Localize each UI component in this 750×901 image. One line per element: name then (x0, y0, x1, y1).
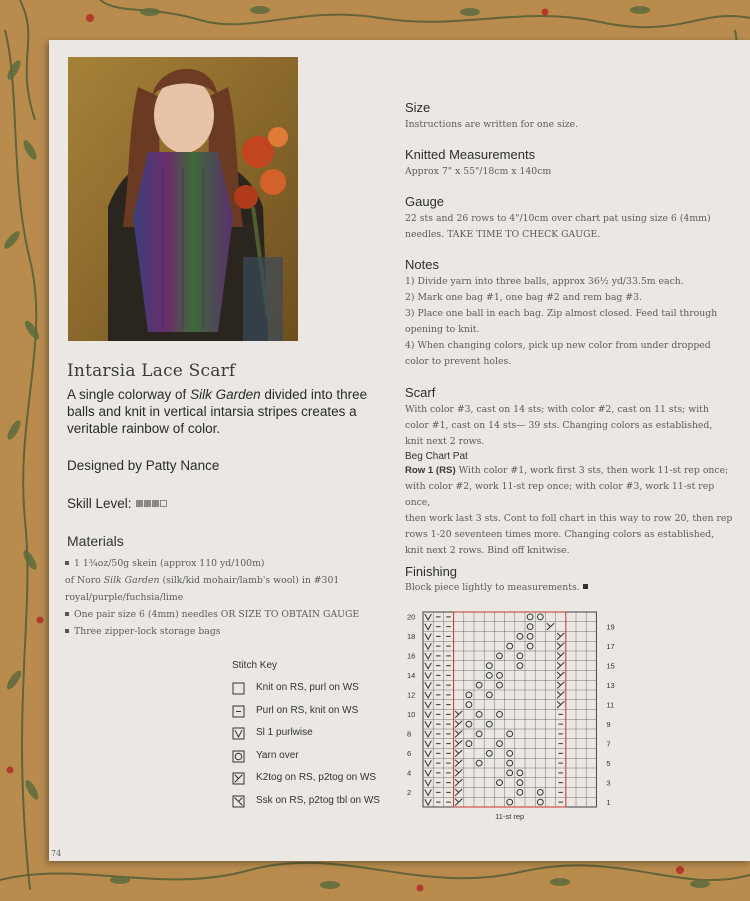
chart-row-number: 4 (407, 768, 412, 778)
materials-bags-item (65, 623, 385, 640)
scarf-p1: With color #3, cast on 14 sts; with color #2, cast on 11 sts; with (405, 404, 709, 415)
chart-row-number: 11 (606, 700, 615, 710)
scarf-r3: then work last 3 sts. Cont to foll chart in this way to row 20, then rep (405, 513, 733, 524)
scarf-p3: knit next 2 rows. (405, 436, 485, 447)
bullet-icon (65, 629, 69, 633)
beg-chart-heading: Beg Chart Pat (405, 451, 468, 462)
blank-symbol-icon (232, 682, 246, 696)
repeat-label: 11-st rep (495, 812, 525, 821)
knitting-chart (401, 610, 691, 850)
chart-row (425, 789, 563, 796)
bullet-icon (65, 612, 69, 616)
note-3b: opening to knit. (405, 324, 480, 335)
scarf-section (405, 385, 735, 559)
chart-row-number: 7 (606, 739, 611, 749)
chart-row-number: 10 (407, 710, 416, 720)
stitch-key-label: Ssk on RS, p2tog tbl on WS (256, 795, 380, 806)
pattern-title: Intarsia Lace Scarf (67, 361, 236, 381)
finishing-section (405, 564, 735, 596)
chart-row-number: 9 (606, 719, 611, 729)
chart-row-number: 19 (606, 622, 615, 632)
notes-section (405, 257, 735, 370)
chart-row-number: 16 (407, 651, 416, 661)
materials-needles-item (65, 606, 385, 623)
scarf-heading: Scarf (405, 385, 436, 400)
ssk-symbol-icon (232, 795, 246, 809)
row1-text: With color #1, work first 3 sts, then work 11-st rep once; (455, 465, 729, 476)
measurements-heading: Knitted Measurements (405, 147, 536, 162)
skill-level-indicator (135, 496, 167, 511)
skill-square-icon (152, 500, 159, 507)
chart-row (425, 721, 563, 728)
materials-heading: Materials (67, 533, 124, 549)
row1-line (405, 463, 735, 479)
skill-level-label: Skill Level: (67, 496, 132, 511)
note-4b: color to prevent holes. (405, 356, 512, 367)
finishing-heading: Finishing (405, 564, 458, 579)
chart-row (425, 769, 563, 776)
finishing-text (405, 580, 735, 596)
pattern-page (49, 40, 750, 861)
chart-row (425, 711, 563, 718)
note-2: 2) Mark one bag #1, one bag #2 and rem bag #3. (405, 292, 642, 303)
yarn-line-2c: (silk/kid mohair/lamb's wool) in #301 (159, 575, 340, 586)
stitch-key-title: Stitch Key (232, 660, 278, 671)
designer-credit: Designed by Patty Nance (67, 458, 220, 473)
chart-row-number: 5 (606, 758, 611, 768)
chart-row-number: 2 (407, 788, 412, 798)
chart-row-number: 3 (606, 778, 611, 788)
scarf-p2: color #1, cast on 14 sts— 39 sts. Changing colors as established, (405, 420, 713, 431)
chart-row (425, 730, 563, 737)
model-photo (68, 57, 298, 341)
chart-row-number: 12 (407, 690, 416, 700)
gauge-line-2: needles. TAKE TIME TO CHECK GAUGE. (405, 229, 601, 240)
scarf-r2: with color #2, work 11-st rep once; with color #3, work 11-st rep once, (405, 481, 715, 508)
dash-symbol-icon (232, 705, 246, 719)
materials-yarn-item (65, 555, 385, 572)
chart-row-number: 13 (606, 680, 615, 690)
gauge-line-1: 22 sts and 26 rows to 4"/10cm over chart pat using size 6 (4mm) (405, 213, 711, 224)
chart-row (425, 623, 554, 630)
row1-label: Row 1 (RS) (405, 465, 456, 476)
note-3a: 3) Place one ball in each bag. Zip almost closed. Feed tail through (405, 308, 718, 319)
scarf-r5: knit next 2 rows. Bind off knitwise. (405, 545, 570, 556)
chart-row (425, 760, 563, 767)
size-section (405, 100, 735, 133)
finishing-text-body: Block piece lightly to measurements. (405, 582, 580, 593)
skill-square-icon (136, 500, 143, 507)
size-text: Instructions are written for one size. (405, 119, 579, 130)
measurements-section (405, 147, 735, 180)
stitch-key-label: K2tog on RS, p2tog on WS (256, 772, 377, 784)
skill-level (67, 496, 167, 511)
chart-row-number: 8 (407, 729, 412, 739)
yarn-line-2a: of Noro (65, 575, 104, 586)
notes-heading: Notes (405, 257, 439, 272)
scarf-r4: rows 1-20 seventeen times more. Changing colors as established, (405, 529, 715, 540)
yarn-line-2b: Silk Garden (103, 575, 160, 586)
chart-row (425, 750, 563, 757)
chart-row-number: 6 (407, 749, 412, 759)
chart-row-number: 17 (606, 641, 615, 651)
needles-text: One pair size 6 (4mm) needles OR SIZE TO OBTAIN GAUGE (74, 609, 360, 620)
chart-row (425, 799, 563, 806)
chart-row-number: 1 (606, 797, 611, 807)
scarf-photo-image (68, 57, 298, 341)
intro-text-a: A single colorway of (67, 387, 191, 402)
end-mark-icon (583, 584, 588, 589)
yarn-line-3: royal/purple/fuchsia/lime (65, 592, 184, 603)
chart-row-number: 20 (407, 612, 416, 622)
chart-row-number: 14 (407, 671, 416, 681)
stitch-key-label: Sl 1 purlwise (256, 727, 313, 739)
note-4a: 4) When changing colors, pick up new color from under dropped (405, 340, 711, 351)
gauge-section (405, 194, 735, 243)
skill-square-icon (144, 500, 151, 507)
note-1: 1) Divide yarn into three balls, approx 36½ yd/33.5m each. (405, 276, 684, 287)
size-heading: Size (405, 100, 431, 115)
k2tog-symbol-icon (232, 772, 246, 786)
materials-list (65, 555, 385, 640)
yarn-line-2 (65, 572, 385, 589)
gauge-heading: Gauge (405, 194, 445, 209)
pattern-intro (67, 386, 372, 437)
chart-row (425, 779, 563, 786)
intro-text-b: divided into three balls and knit in vertical intarsia stripes creates a veritable rainbow of color. (67, 387, 368, 436)
stitch-key-label: Knit on RS, purl on WS (256, 682, 359, 693)
yarn-line-1: 1 1¾oz/50g skein (approx 110 yd/100m) (74, 558, 265, 569)
bullet-icon (65, 561, 69, 565)
chart-row-number: 15 (606, 661, 615, 671)
bags-text: Three zipper-lock storage bags (74, 626, 221, 637)
page-number: 74 (51, 849, 62, 858)
measurements-text: Approx 7" x 55"/18cm x 140cm (405, 166, 552, 177)
chart-row (425, 740, 563, 747)
circle-symbol-icon (232, 750, 246, 764)
skill-square-icon (160, 500, 167, 507)
stitch-key-label: Purl on RS, knit on WS (256, 704, 359, 716)
chart-row-number: 18 (407, 632, 416, 642)
v-symbol-icon (232, 727, 246, 741)
stitch-key-label: Yarn over (256, 749, 299, 761)
intro-yarn-name: Silk Garden (190, 387, 261, 402)
